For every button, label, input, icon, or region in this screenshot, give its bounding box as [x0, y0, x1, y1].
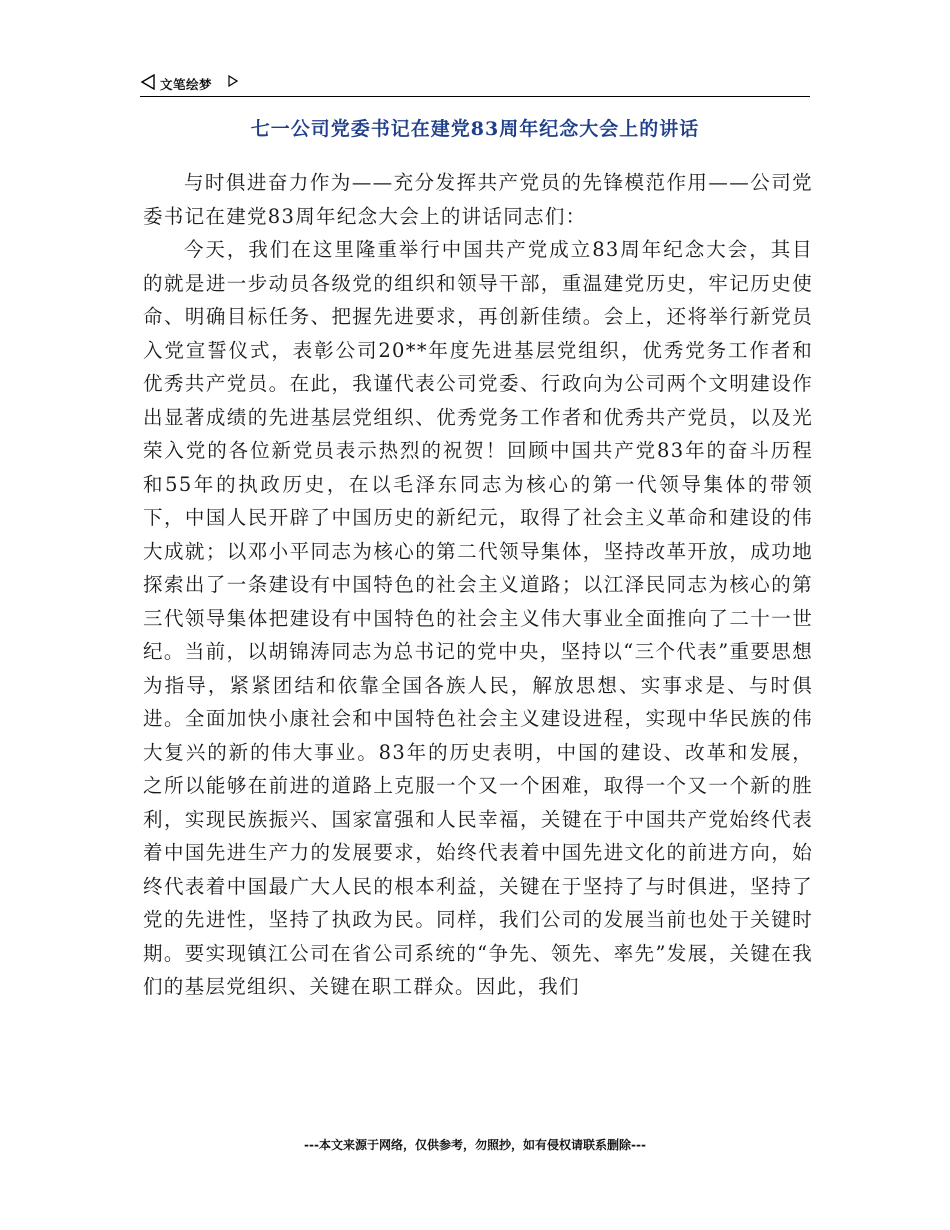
footer-disclaimer: ---本文来源于网络，仅供参考，勿照抄，如有侵权请联系删除---: [304, 1138, 646, 1152]
triangle-right-outline-icon: [228, 75, 238, 87]
triangle-left-outline-icon: [140, 74, 156, 90]
page-header: [140, 72, 810, 97]
document-title: 七一公司党委书记在建党83周年纪念大会上的讲话: [250, 118, 700, 140]
header-brand: 文笔绘梦: [160, 77, 213, 92]
document-body: [143, 166, 813, 1004]
paragraph-main: 今天，我们在这里隆重举行中国共产党成立83周年纪念大会，其目的就是进一步动员各级党的组织和领导干部，重温建党历史，牢记历史使命、明确目标任务、把握先进要求，再创新佳绩。会上，还将举行新党员入党宣誓仪式，表彰公司20**年度先进基层党组织，优秀党务工作者和优秀共产党员。在此，我谨代表公司党委、行政向为公司两个文明建设作出显著成绩的先进基层党组织、优秀党务工作者和优秀共产党员，以及光荣入党的各位新党员表示热烈的祝贺！回顾中国共产党83年的奋斗历程和55年的执政历史，在以毛泽东同志为核心的第一代领导集体的带领下，中国人民开辟了中国历史的新纪元，取得了社会主义革命和建设的伟大成就；以邓小平同志为核心的第二代领导集体，坚持改革开放，成功地探索出了一条建设有中国特色的社会主义道路；以江泽民同志为核心的第三代领导集体把建设有中国特色的社会主义伟大事业全面推向了二十一世纪。当前，以胡锦涛同志为总书记的党中央，坚持以“三个代表”重要思想为指导，紧紧团结和依靠全国各族人民，解放思想、实事求是、与时俱进。全面加快小康社会和中国特色社会主义建设进程，实现中华民族的伟大复兴的新的伟大事业。83年的历史表明，中国的建设、改革和发展，之所以能够在前进的道路上克服一个又一个困难，取得一个又一个新的胜利，实现民族振兴、国家富强和人民幸福，关键在于中国共产党始终代表着中国先进生产力的发展要求，始终代表着中国先进文化的前进方向，始终代表着中国最广大人民的根本利益，关键在于坚持了与时俱进，坚持了党的先进性，坚持了执政为民。同样，我们公司的发展当前也处于关键时期。要实现镇江公司在省公司系统的“争先、领先、率先”发展，关键在我们的基层党组织、关键在职工群众。因此，我们: [143, 238, 813, 998]
paragraph-intro: 与时俱进奋力作为——充分发挥共产党员的先锋模范作用——公司党委书记在建党83周年纪念大会上的讲话同志们：: [143, 171, 813, 228]
